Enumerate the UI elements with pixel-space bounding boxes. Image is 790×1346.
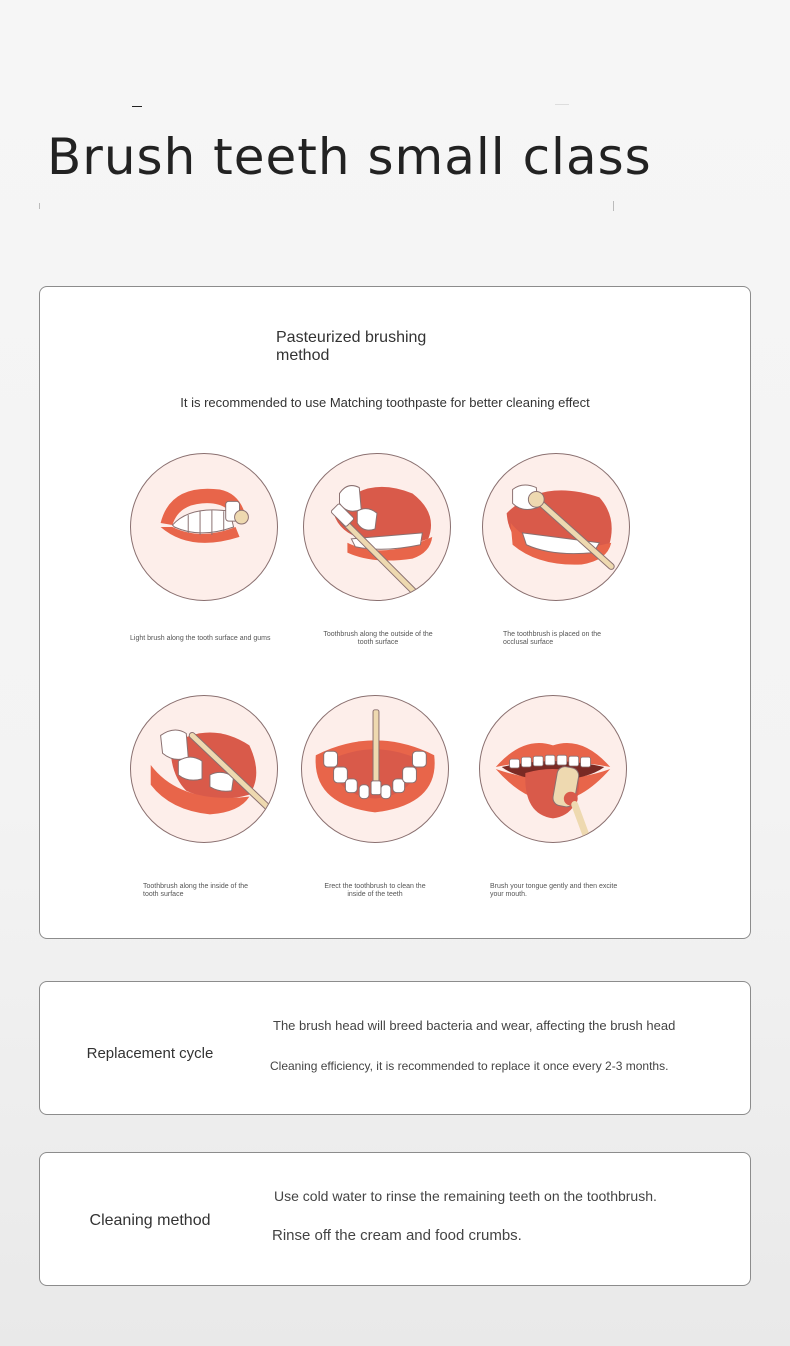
title-decoration-tick	[39, 203, 40, 209]
step-caption: Light brush along the tooth surface and gums	[130, 635, 271, 642]
cleaning-method-line-1: Use cold water to rinse the remaining teeth on the toothbrush.	[274, 1188, 657, 1204]
cleaning-method-label: Cleaning method	[89, 1212, 211, 1229]
tongue-brush-icon	[479, 695, 627, 843]
front-teeth-brush-icon	[130, 453, 278, 601]
page-title: Brush teeth small class	[47, 128, 652, 186]
replacement-cycle-card	[39, 981, 751, 1115]
brushing-method-card	[39, 286, 751, 939]
outer-surface-brush-icon	[303, 453, 451, 601]
title-decoration-dash	[132, 106, 142, 107]
step-caption: Toothbrush along the inside of the tooth surface	[143, 883, 249, 898]
inner-surface-brush-icon	[130, 695, 278, 843]
brushing-method-title: Pasteurized brushing method	[276, 329, 427, 364]
step-caption: Brush your tongue gently and then excite your mouth.	[490, 883, 618, 898]
title-decoration-line	[555, 104, 569, 105]
cleaning-method-line-2: Rinse off the cream and food crumbs.	[272, 1227, 522, 1244]
cleaning-method-card	[39, 1152, 751, 1286]
step-caption: The toothbrush is placed on the occlusal surface	[503, 631, 602, 646]
title-decoration-tick	[613, 201, 614, 211]
replacement-cycle-label: Replacement cycle	[86, 1045, 214, 1062]
brushing-method-subtitle: It is recommended to use Matching toothpaste for better cleaning effect	[180, 395, 590, 410]
replacement-cycle-line-1: The brush head will breed bacteria and wear, affecting the brush head	[273, 1018, 676, 1033]
occlusal-surface-brush-icon	[482, 453, 630, 601]
erect-brush-icon	[301, 695, 449, 843]
replacement-cycle-line-2: Cleaning efficiency, it is recommended to replace it once every 2-3 months.	[270, 1059, 669, 1073]
step-caption: Erect the toothbrush to clean the inside of the teeth	[324, 883, 426, 898]
step-caption: Toothbrush along the outside of the tooth surface	[323, 631, 433, 646]
